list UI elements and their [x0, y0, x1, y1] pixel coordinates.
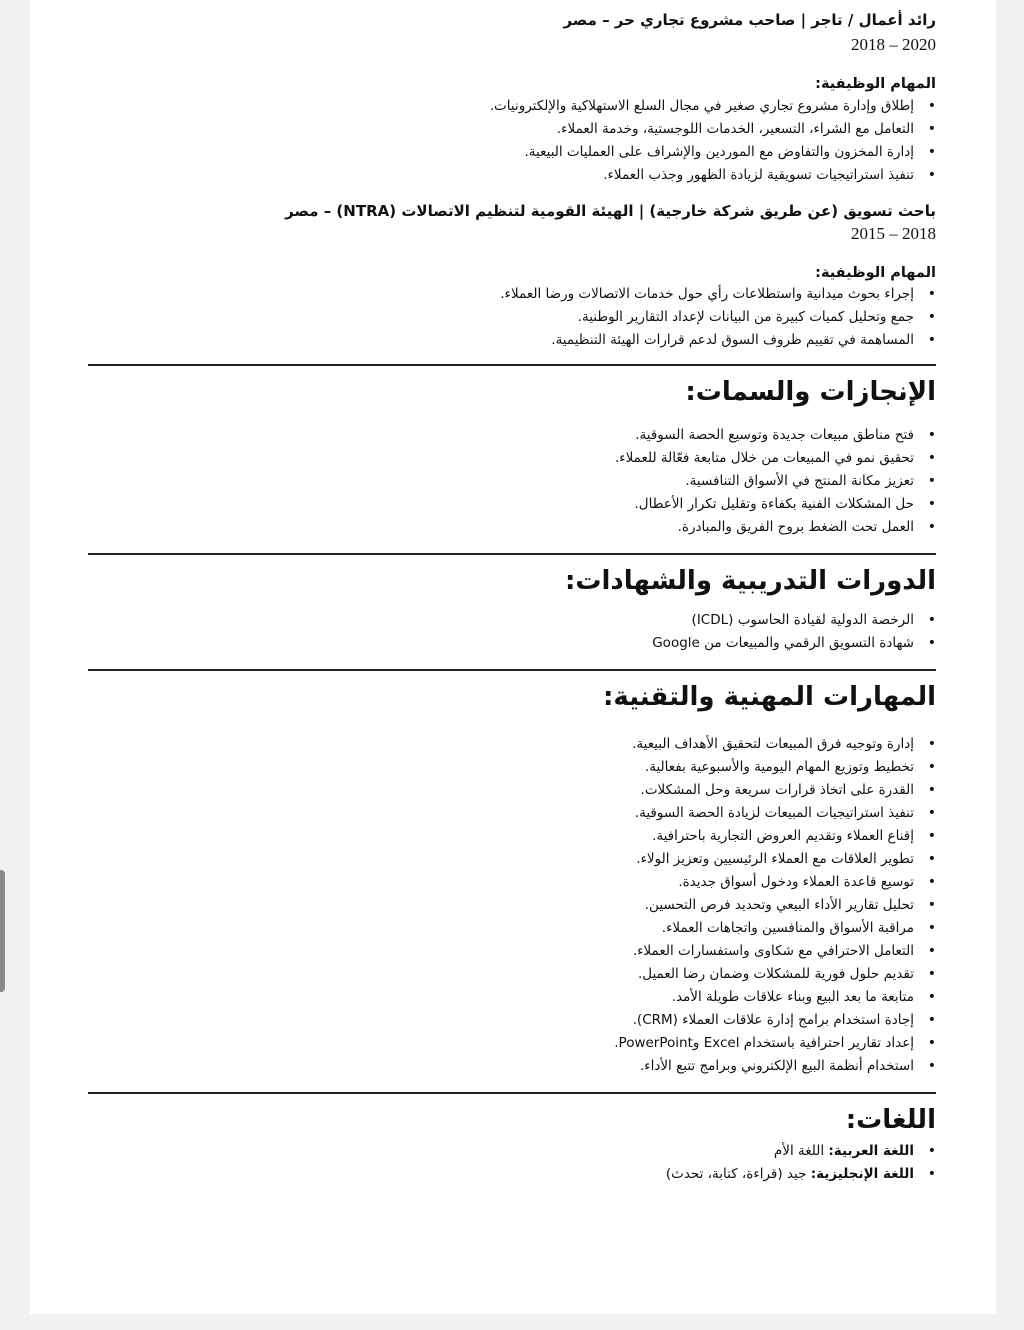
list-item: • إعداد تقارير احترافية باستخدام Excel وPowerPoint.	[88, 1032, 914, 1055]
section-title: الدورات التدريبية والشهادات:	[565, 566, 936, 596]
job-dates: 2018 – 2015	[851, 224, 936, 243]
languages-section	[88, 1104, 936, 1186]
list-item: • توسيع قاعدة العملاء ودخول أسواق جديدة.	[88, 871, 914, 894]
list-item: • تنفيذ استراتيجيات تسويقية لزيادة الظهور وجذب العملاء.	[88, 164, 914, 187]
achievements-section	[88, 376, 936, 539]
duties-list	[88, 283, 936, 352]
section-divider	[88, 669, 936, 671]
skills-list	[88, 733, 936, 1078]
resume-content	[88, 0, 936, 1186]
courses-list	[88, 609, 936, 655]
list-item	[88, 1163, 914, 1186]
list-item: • حل المشكلات الفنية بكفاءة وتقليل تكرار الأعطال.	[88, 493, 914, 516]
list-item: • متابعة ما بعد البيع وبناء علاقات طويلة الأمد.	[88, 986, 914, 1009]
list-item: • الرخصة الدولية لقيادة الحاسوب (ICDL)	[88, 609, 914, 632]
list-item: • تحليل تقارير الأداء البيعي وتحديد فرص التحسين.	[88, 894, 914, 917]
section-divider	[88, 364, 936, 366]
experience-entry-1	[88, 0, 936, 187]
duties-heading: المهام الوظيفية:	[815, 265, 936, 281]
language-level: جيد (قراءة، كتابة، تحدث)	[665, 1166, 807, 1182]
language-label: اللغة العربية:	[828, 1143, 914, 1159]
list-item: • إقناع العملاء وتقديم العروض التجارية باحترافية.	[88, 825, 914, 848]
list-item: • مراقبة الأسواق والمنافسين واتجاهات العملاء.	[88, 917, 914, 940]
list-item: • تخطيط وتوزيع المهام اليومية والأسبوعية بفعالية.	[88, 756, 914, 779]
experience-entry-2	[88, 201, 936, 352]
list-item: • إدارة المخزون والتفاوض مع الموردين والإشراف على العمليات البيعية.	[88, 141, 914, 164]
list-item: • التعامل الاحترافي مع شكاوى واستفسارات العملاء.	[88, 940, 914, 963]
section-title: المهارات المهنية والتقنية:	[603, 682, 936, 712]
language-label: اللغة الإنجليزية:	[810, 1166, 914, 1182]
section-divider	[88, 1092, 936, 1094]
list-item: • تنفيذ استراتيجيات المبيعات لزيادة الحصة السوقية.	[88, 802, 914, 825]
language-level: اللغة الأم	[773, 1143, 825, 1159]
courses-section	[88, 565, 936, 655]
section-title: الإنجازات والسمات:	[685, 377, 936, 407]
list-item: • شهادة التسويق الرقمي والمبيعات من Google	[88, 632, 914, 655]
list-item: • العمل تحت الضغط بروح الفريق والمبادرة.	[88, 516, 914, 539]
list-item: • فتح مناطق مبيعات جديدة وتوسيع الحصة السوقية.	[88, 424, 914, 447]
list-item: • إدارة وتوجيه فرق المبيعات لتحقيق الأهداف البيعية.	[88, 733, 914, 756]
list-item: • القدرة على اتخاذ قرارات سريعة وحل المشكلات.	[88, 779, 914, 802]
job-title: رائد أعمال / تاجر | صاحب مشروع تجاري حر – مصر	[563, 11, 936, 29]
list-item: • تعزيز مكانة المنتج في الأسواق التنافسية.	[88, 470, 914, 493]
list-item: • إجادة استخدام برامج إدارة علاقات العملاء (CRM).	[88, 1009, 914, 1032]
duties-heading: المهام الوظيفية:	[815, 76, 936, 92]
languages-list	[88, 1140, 936, 1186]
section-title: اللغات:	[845, 1105, 936, 1135]
list-item	[88, 1140, 914, 1163]
duties-list	[88, 95, 936, 187]
list-item: • التعامل مع الشراء، التسعير، الخدمات اللوجستية، وخدمة العملاء.	[88, 118, 914, 141]
list-item: • استخدام أنظمة البيع الإلكتروني وبرامج تتبع الأداء.	[88, 1055, 914, 1078]
list-item: • تقديم حلول فورية للمشكلات وضمان رضا العميل.	[88, 963, 914, 986]
list-item: • المساهمة في تقييم ظروف السوق لدعم قرارات الهيئة التنظيمية.	[88, 329, 914, 352]
list-item: • تطوير العلاقات مع العملاء الرئيسيين وتعزيز الولاء.	[88, 848, 914, 871]
achievements-list	[88, 424, 936, 539]
skills-section	[88, 681, 936, 1078]
side-scroll-handle[interactable]	[0, 870, 5, 992]
list-item: • جمع وتحليل كميات كبيرة من البيانات لإعداد التقارير الوطنية.	[88, 306, 914, 329]
list-item: • إطلاق وإدارة مشروع تجاري صغير في مجال السلع الاستهلاكية والإلكترونيات.	[88, 95, 914, 118]
section-divider	[88, 553, 936, 555]
job-dates: 2020 – 2018	[851, 35, 936, 54]
list-item: • إجراء بحوث ميدانية واستطلاعات رأي حول خدمات الاتصالات ورضا العملاء.	[88, 283, 914, 306]
resume-page	[30, 0, 996, 1314]
list-item: • تحقيق نمو في المبيعات من خلال متابعة فعّالة للعملاء.	[88, 447, 914, 470]
job-title: باحث تسويق (عن طريق شركة خارجية) | الهيئة القومية لتنظيم الاتصالات (NTRA) – مصر	[285, 202, 936, 220]
